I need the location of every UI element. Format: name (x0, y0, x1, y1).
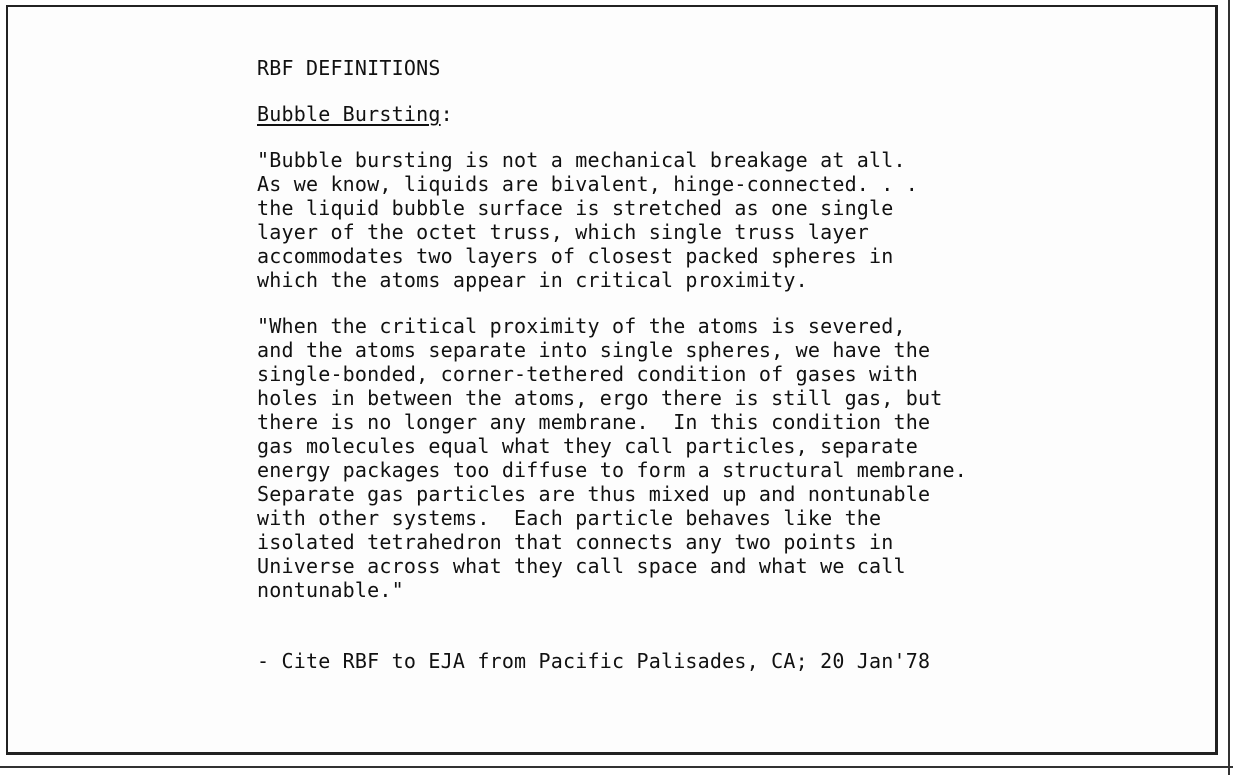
paragraph-line: and the atoms separate into single spheres, we have the (257, 338, 931, 362)
page-edge-right (1228, 0, 1230, 775)
paragraph-line: "When the critical proximity of the atoms is severed, (257, 314, 906, 338)
term-colon: : (440, 102, 453, 126)
paragraph-line: "Bubble bursting is not a mechanical breakage at all. (257, 148, 906, 172)
page-edge-bottom (0, 766, 1233, 768)
paragraph-line: there is no longer any membrane. In this condition the (257, 410, 931, 434)
paragraph-line: energy packages too diffuse to form a structural membrane. (257, 458, 967, 482)
paragraph-2 (257, 314, 1157, 602)
paragraph-line: As we know, liquids are bivalent, hinge-connected. . . (257, 172, 919, 196)
paragraph-line: isolated tetrahedron that connects any two points in (257, 530, 894, 554)
paragraph-line: Separate gas particles are thus mixed up and nontunable (257, 482, 931, 506)
paragraph-line: the liquid bubble surface is stretched as one single (257, 196, 894, 220)
term-label: Bubble Bursting (257, 102, 441, 126)
paragraph-line: holes in between the atoms, ergo there is still gas, but (257, 386, 943, 410)
term-heading (257, 102, 1157, 126)
paragraph-line: accommodates two layers of closest packed spheres in (257, 244, 894, 268)
citation: - Cite RBF to EJA from Pacific Palisades, CA; 20 Jan'78 (257, 649, 931, 673)
paragraph-line: single-bonded, corner-tethered condition of gases with (257, 362, 919, 386)
document-content (257, 56, 1157, 673)
paragraph-line: Universe across what they call space and what we call (257, 554, 906, 578)
paragraph-line: gas molecules equal what they call particles, separate (257, 434, 919, 458)
paragraph-1 (257, 148, 1157, 292)
paragraph-line: with other systems. Each particle behaves like the (257, 506, 882, 530)
paragraph-line: layer of the octet truss, which single truss layer (257, 220, 870, 244)
paragraph-line: nontunable." (257, 578, 404, 602)
document-title: RBF DEFINITIONS (257, 56, 441, 80)
paragraph-line: which the atoms appear in critical proximity. (257, 268, 808, 292)
